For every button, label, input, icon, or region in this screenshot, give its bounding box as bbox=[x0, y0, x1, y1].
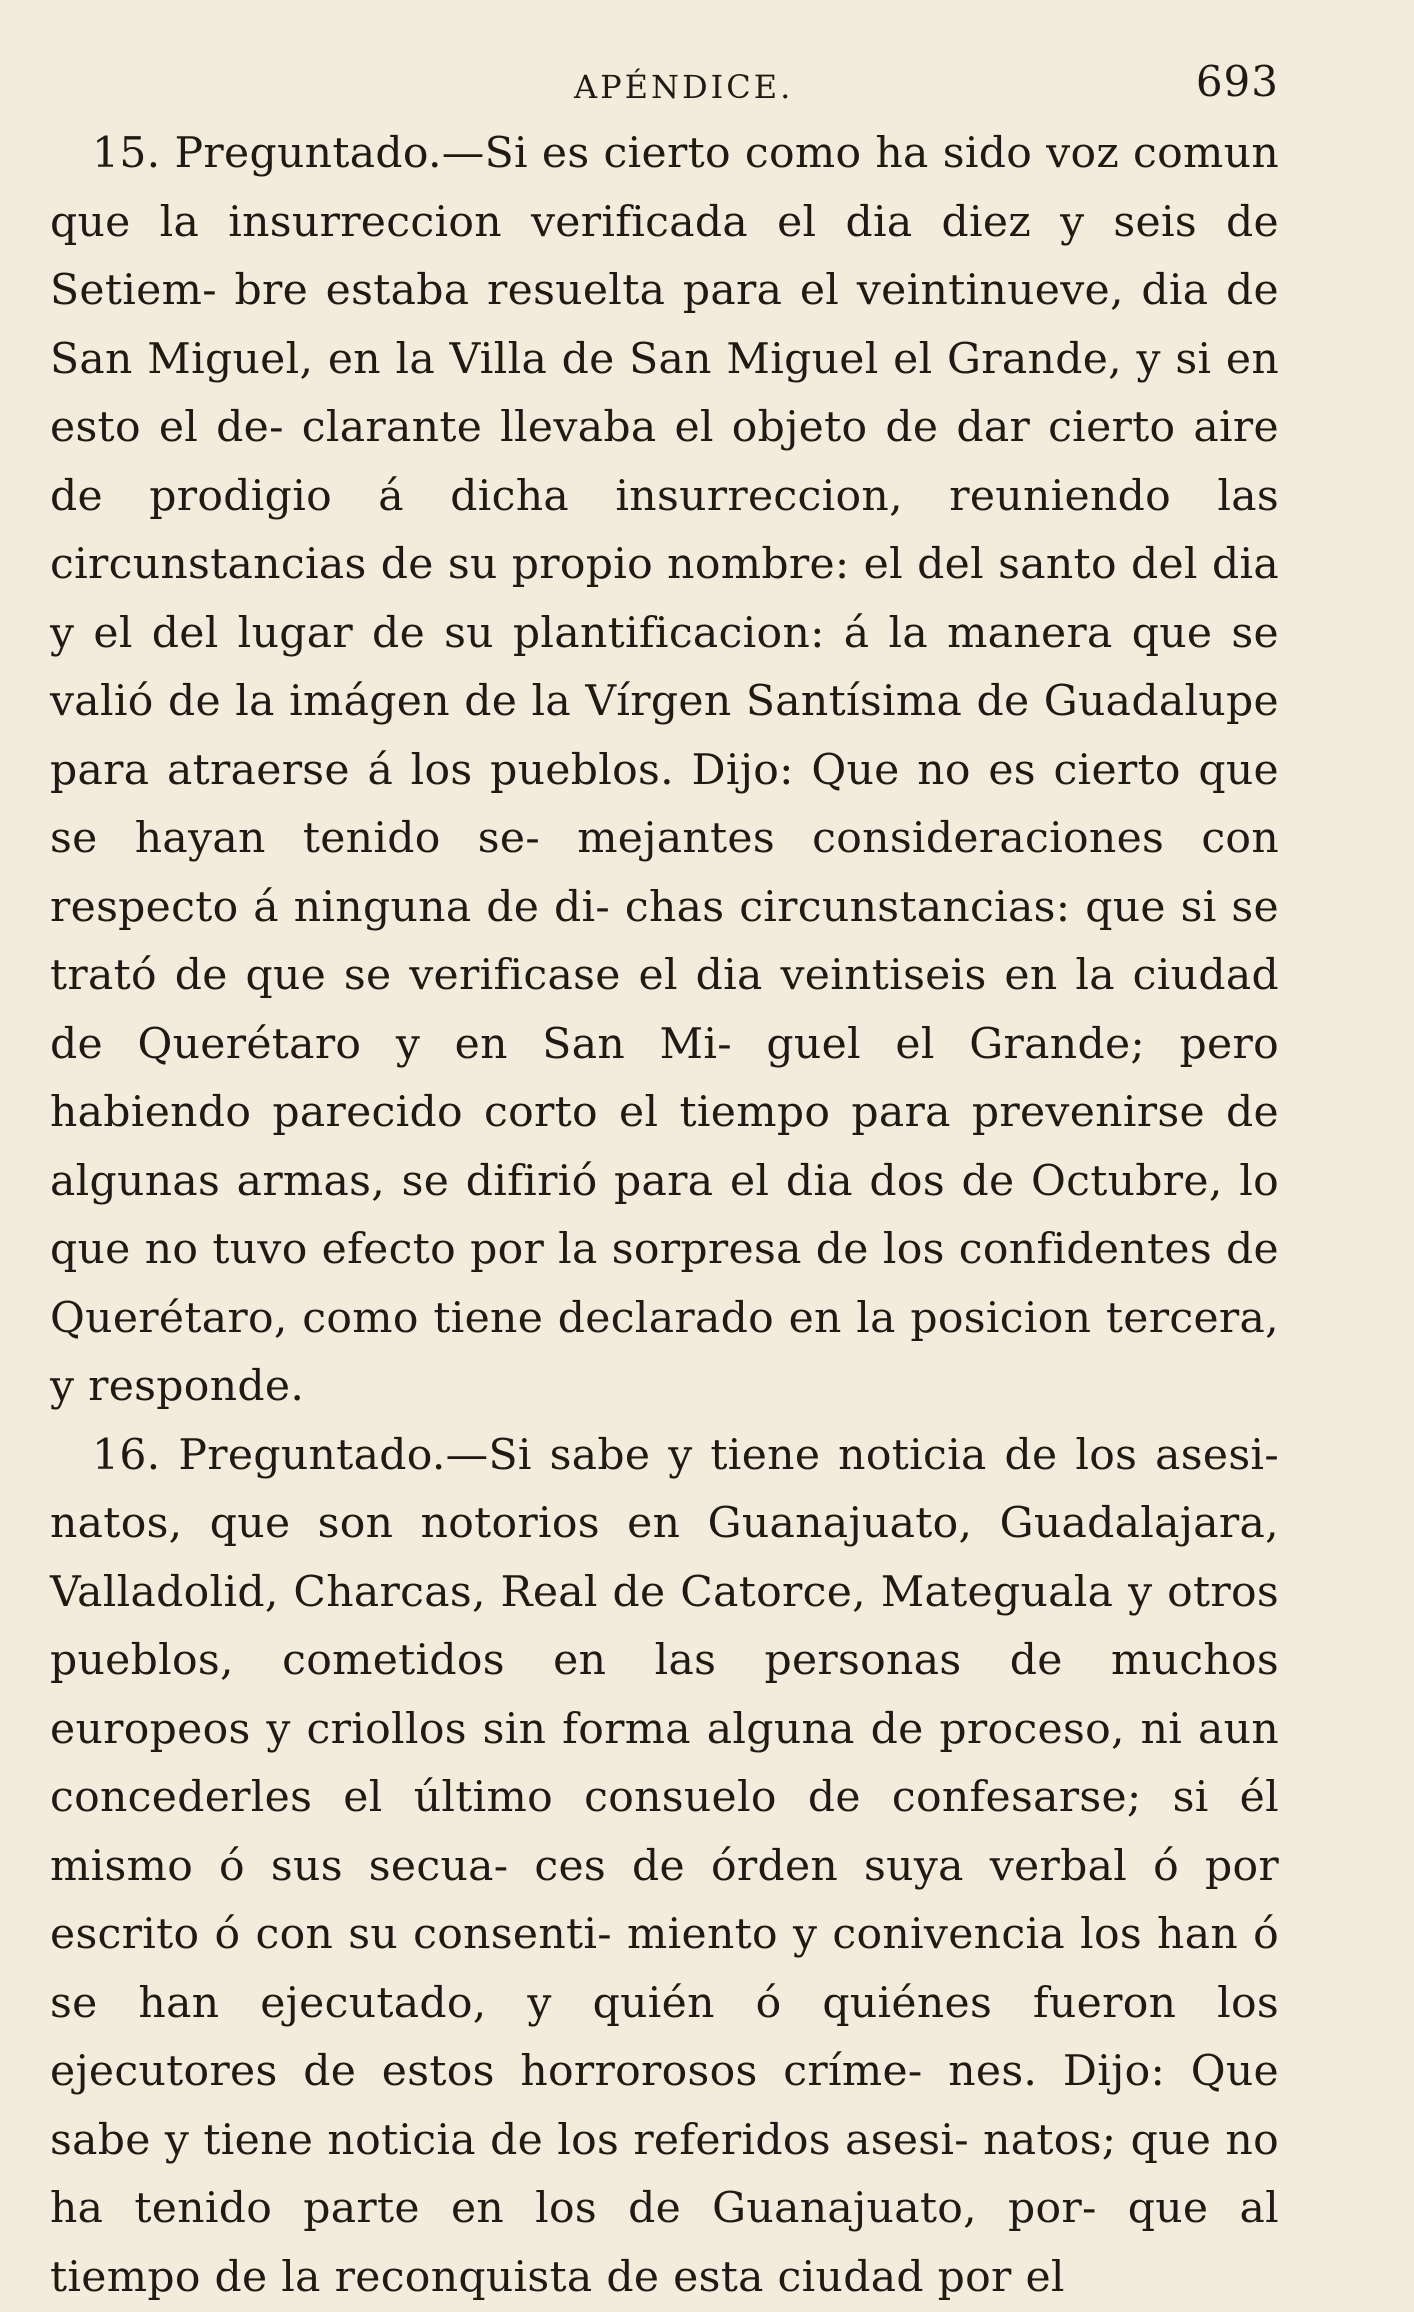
paragraph-16: 16. Preguntado.—Si sabe y tiene noticia de los asesi- natos, que son notorios en Guanajuato, Guadalajara, Valladolid, Charcas, Real de Catorce, Mateguala y otros pueblos, cometidos en las personas de muchos europeos y criollos sin forma alguna de proceso, ni aun concederles el último consuelo de confesarse; si él mismo ó sus secua- ces de órden suya verbal ó por escrito ó con su consenti- miento y conivencia los han ó se han ejecutado, y quién ó quiénes fueron los ejecutores de estos horrorosos críme- nes. Dijo: Que sabe y tiene noticia de los referidos asesi- natos; que no ha tenido parte en los de Guanajuato, por- que al tiempo de la reconquista de esta ciudad por el bbox=[50, 1422, 1279, 2312]
header-title: APÉNDICE. bbox=[574, 68, 793, 106]
page-number: 693 bbox=[1196, 57, 1279, 106]
running-head bbox=[50, 0, 1279, 120]
body-text bbox=[50, 120, 1279, 2312]
paragraph-15: 15. Preguntado.—Si es cierto como ha sido voz comun que la insurreccion verificada el dia diez y seis de Setiem- bre estaba resuelta para el veintinueve, dia de San Miguel, en la Villa de San Miguel el Grande, y si en esto el de- clarante llevaba el objeto de dar cierto aire de prodigio á dicha insurreccion, reuniendo las circunstancias de su propio nombre: el del santo del dia y el del lugar de su plantificacion: á la manera que se valió de la imágen de la Vírgen Santísima de Guadalupe para atraerse á los pueblos. Dijo: Que no es cierto que se hayan tenido se- mejantes consideraciones con respecto á ninguna de di- chas circunstancias: que si se trató de que se verificase el dia veintiseis en la ciudad de Querétaro y en San Mi- guel el Grande; pero habiendo parecido corto el tiempo para prevenirse de algunas armas, se difirió para el dia dos de Octubre, lo que no tuvo efecto por la sorpresa de los confidentes de Querétaro, como tiene declarado en la posicion tercera, y responde. bbox=[50, 120, 1279, 1422]
